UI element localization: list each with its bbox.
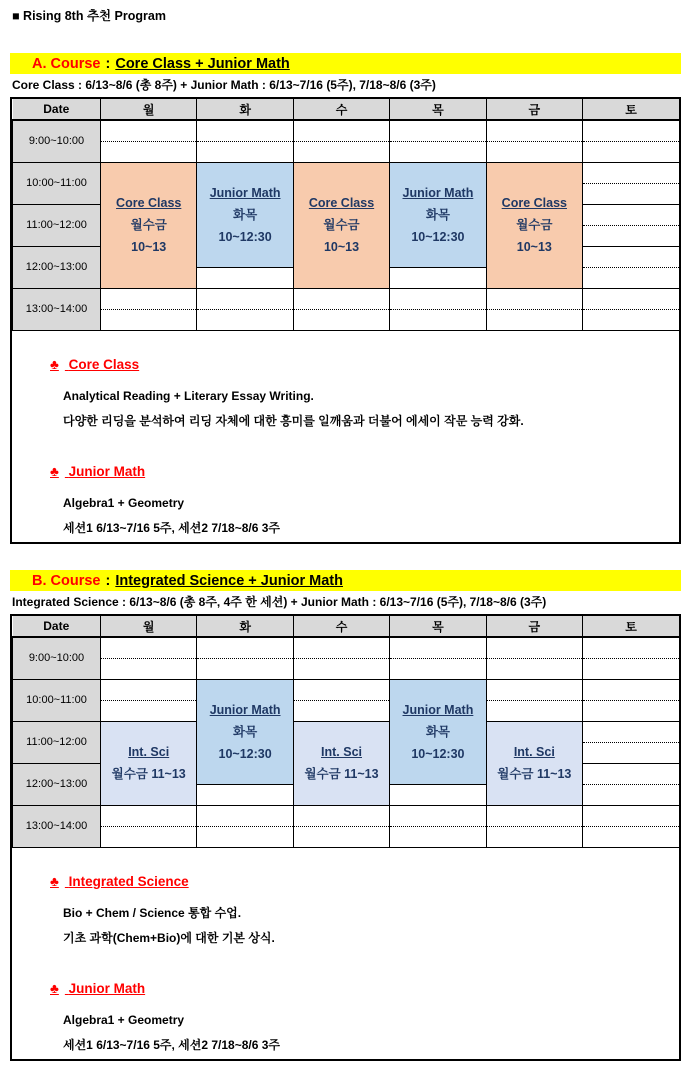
note-line: 세션1 6/13~7/16 5주, 세션2 7/18~8/6 3주: [63, 521, 281, 535]
course-cell-core-class: [293, 162, 389, 288]
empty-cell: [197, 805, 293, 826]
empty-cell: [197, 141, 293, 162]
empty-cell: [101, 805, 197, 826]
course-name: Junior Math: [402, 702, 474, 717]
empty-cell: [486, 805, 582, 826]
empty-cell: [101, 637, 197, 658]
empty-cell: [583, 162, 679, 183]
day-header: 월: [101, 616, 197, 637]
note-line: 기초 과학(Chem+Bio)에 대한 기본 상식.: [63, 931, 275, 945]
course-cell-int-sci: [101, 721, 197, 805]
section-a-notes: [12, 330, 679, 542]
day-header: 화: [197, 616, 293, 637]
note-heading-text: Core Class: [68, 357, 140, 372]
empty-cell: [390, 826, 486, 847]
empty-cell: [390, 637, 486, 658]
empty-cell: [101, 309, 197, 330]
note-heading-text: Junior Math: [68, 464, 146, 479]
section-b-course-title: Integrated Science + Junior Math: [115, 572, 343, 589]
empty-cell: [486, 637, 582, 658]
empty-cell: [197, 637, 293, 658]
empty-cell: [390, 658, 486, 679]
course-cell-junior-math: [197, 679, 293, 784]
empty-cell: [197, 309, 293, 330]
course-name: Int. Sci: [321, 745, 362, 759]
empty-cell: [197, 288, 293, 309]
course-detail: 화목: [233, 724, 258, 739]
note-line: Analytical Reading + Literary Essay Writing.: [63, 389, 314, 403]
note-heading: [50, 356, 671, 374]
empty-cell: [390, 288, 486, 309]
course-cell-int-sci: [293, 721, 389, 805]
empty-cell: [390, 805, 486, 826]
course-detail: 월수금 11~13: [111, 767, 186, 781]
empty-cell: [293, 288, 389, 309]
empty-cell: [583, 658, 679, 679]
empty-cell: [486, 309, 582, 330]
course-detail: 월수금 11~13: [304, 767, 379, 781]
empty-cell: [293, 679, 389, 700]
empty-cell: [486, 141, 582, 162]
document-title-text: Rising 8th 추천 Program: [23, 9, 166, 23]
empty-cell: [583, 246, 679, 267]
section-a-schedule-summary: Core Class : 6/13~8/6 (총 8주) + Junior Math : 6/13~7/16 (5주), 7/18~8/6 (3주): [12, 78, 436, 92]
empty-cell: [101, 288, 197, 309]
section-a-header-band: [10, 53, 681, 74]
clover-icon: ♣: [50, 874, 59, 889]
empty-cell: [583, 309, 679, 330]
empty-cell: [101, 141, 197, 162]
course-detail: 월수금: [130, 218, 167, 232]
empty-cell: [293, 700, 389, 721]
empty-cell: [101, 120, 197, 141]
time-label: 10:00~11:00: [13, 679, 101, 721]
note-integrated-science: [50, 873, 671, 951]
square-bullet-icon: ■: [12, 9, 20, 23]
empty-cell: [293, 141, 389, 162]
empty-cell: [583, 141, 679, 162]
course-detail: 월수금: [323, 218, 360, 232]
empty-cell: [583, 826, 679, 847]
course-cell-junior-math: [390, 679, 486, 784]
clover-icon: ♣: [50, 981, 59, 996]
section-a-box: [10, 97, 681, 544]
day-header: 토: [583, 616, 679, 637]
time-label: 12:00~13:00: [13, 763, 101, 805]
course-name: Junior Math: [209, 702, 281, 717]
empty-cell: [583, 288, 679, 309]
course-cell-junior-math: [197, 162, 293, 267]
section-b-box: [10, 614, 681, 1061]
day-header: 토: [583, 99, 679, 120]
course-cell-core-class: [101, 162, 197, 288]
day-header: 금: [486, 99, 582, 120]
day-header: 금: [486, 616, 582, 637]
date-header: Date: [13, 616, 101, 637]
course-name: Junior Math: [209, 185, 281, 200]
section-b-schedule-summary: Integrated Science : 6/13~8/6 (총 8주, 4주 한 세션) + Junior Math : 6/13~7/16 (5주), 7/18~8/6 (3주): [12, 595, 547, 609]
course-detail: 10~12:30: [218, 746, 272, 761]
empty-cell: [390, 784, 486, 805]
course-detail: 화목: [425, 207, 450, 222]
time-label: 11:00~12:00: [13, 721, 101, 763]
time-label: 11:00~12:00: [13, 204, 101, 246]
empty-cell: [293, 120, 389, 141]
note-heading: [50, 463, 671, 481]
course-cell-int-sci: [486, 721, 582, 805]
course-name: Int. Sci: [513, 745, 555, 759]
day-header: 목: [390, 99, 486, 120]
time-label: 13:00~14:00: [13, 288, 101, 330]
empty-cell: [390, 141, 486, 162]
empty-cell: [486, 679, 582, 700]
course-detail: 화목: [233, 207, 258, 222]
time-label: 9:00~10:00: [13, 120, 101, 162]
course-name: Int. Sci: [128, 745, 170, 759]
section-b-label: B. Course: [32, 572, 101, 589]
day-header: 화: [197, 99, 293, 120]
empty-cell: [197, 826, 293, 847]
note-line: Algebra1 + Geometry: [63, 1013, 185, 1027]
note-heading-text: Integrated Science: [68, 874, 189, 889]
note-line: 다양한 리딩을 분석하여 리딩 자체에 대한 흥미를 일깨움과 더불어 에세이 작문 능력 강화.: [63, 414, 524, 428]
course-name: Core Class: [501, 196, 567, 210]
course-detail: 10~12:30: [411, 746, 465, 761]
empty-cell: [293, 805, 389, 826]
empty-cell: [101, 679, 197, 700]
course-detail: 10~13: [131, 240, 167, 254]
course-detail: 월수금 11~13: [497, 767, 572, 781]
empty-cell: [583, 763, 679, 784]
note-line: Bio + Chem / Science 통합 수업.: [63, 906, 242, 920]
clover-icon: ♣: [50, 357, 59, 372]
empty-cell: [583, 721, 679, 742]
time-label: 13:00~14:00: [13, 805, 101, 847]
note-junior-math: [50, 463, 671, 541]
timetable-a: [12, 99, 679, 330]
day-header: 월: [101, 99, 197, 120]
course-detail: 10~13: [323, 240, 360, 254]
note-line: 세션1 6/13~7/16 5주, 세션2 7/18~8/6 3주: [63, 1038, 281, 1052]
empty-cell: [197, 120, 293, 141]
empty-cell: [101, 826, 197, 847]
empty-cell: [293, 658, 389, 679]
empty-cell: [390, 120, 486, 141]
empty-cell: [197, 267, 293, 288]
course-name: Core Class: [116, 196, 182, 210]
course-cell-core-class: [486, 162, 582, 288]
empty-cell: [293, 637, 389, 658]
day-header: 수: [293, 616, 389, 637]
section-b-notes: [12, 847, 679, 1059]
section-b-header-band: [10, 570, 681, 591]
empty-cell: [583, 637, 679, 658]
section-gap: [10, 544, 681, 570]
empty-cell: [583, 679, 679, 700]
empty-cell: [390, 309, 486, 330]
course-detail: 10~12:30: [411, 229, 465, 244]
course-cell-junior-math: [390, 162, 486, 267]
note-core-class: [50, 356, 671, 434]
empty-cell: [583, 267, 679, 288]
empty-cell: [197, 784, 293, 805]
empty-cell: [293, 309, 389, 330]
section-a-label: A. Course: [32, 55, 101, 72]
note-heading: [50, 873, 671, 891]
empty-cell: [197, 658, 293, 679]
empty-cell: [486, 826, 582, 847]
empty-cell: [390, 267, 486, 288]
course-detail: 월수금: [516, 218, 553, 232]
course-name: Junior Math: [402, 185, 474, 200]
empty-cell: [486, 700, 582, 721]
note-junior-math: [50, 980, 671, 1058]
document-title: [10, 8, 681, 24]
timetable-b: [12, 616, 679, 847]
empty-cell: [583, 120, 679, 141]
empty-cell: [583, 204, 679, 225]
time-label: 9:00~10:00: [13, 637, 101, 679]
course-name: Core Class: [308, 196, 375, 210]
empty-cell: [486, 120, 582, 141]
empty-cell: [293, 826, 389, 847]
section-a-course-title: Core Class + Junior Math: [115, 55, 290, 72]
empty-cell: [583, 805, 679, 826]
empty-cell: [583, 183, 679, 204]
note-line: Algebra1 + Geometry: [63, 496, 185, 510]
note-heading: [50, 980, 671, 998]
empty-cell: [583, 700, 679, 721]
empty-cell: [101, 700, 197, 721]
empty-cell: [486, 658, 582, 679]
date-header: Date: [13, 99, 101, 120]
note-heading-text: Junior Math: [68, 981, 146, 996]
time-label: 12:00~13:00: [13, 246, 101, 288]
course-detail: 화목: [425, 724, 450, 739]
section-b-separator: :: [105, 572, 111, 589]
day-header: 목: [390, 616, 486, 637]
empty-cell: [101, 658, 197, 679]
clover-icon: ♣: [50, 464, 59, 479]
course-detail: 10~12:30: [218, 229, 272, 244]
empty-cell: [486, 288, 582, 309]
empty-cell: [583, 784, 679, 805]
empty-cell: [583, 225, 679, 246]
course-detail: 10~13: [516, 240, 552, 254]
empty-cell: [583, 742, 679, 763]
time-label: 10:00~11:00: [13, 162, 101, 204]
section-a-separator: :: [105, 55, 111, 72]
day-header: 수: [293, 99, 389, 120]
